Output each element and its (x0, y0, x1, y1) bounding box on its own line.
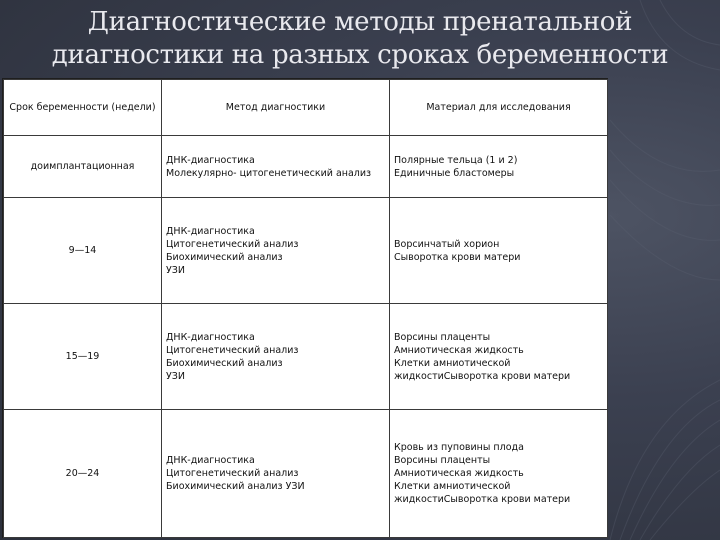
method-item: ДНК-диагностика (166, 225, 255, 237)
material-item: Ворсинчатый хорион (394, 238, 500, 250)
material-item: жидкостиСыворотка крови матери (394, 370, 571, 382)
material-item: Амниотическая жидкость (394, 344, 524, 356)
material-item: Сыворотка крови матери (394, 251, 521, 263)
method-item: ДНК-диагностика (166, 455, 255, 466)
slide-title: Диагностические методы пренатальной диагностики на разных сроках беременности (51, 7, 669, 70)
method-item: ДНК-диагностика (166, 331, 255, 343)
method-item: Цитогенетический анализ (166, 238, 299, 250)
method-item: УЗИ (166, 264, 185, 276)
row-materials (390, 304, 608, 410)
row-methods (162, 304, 390, 410)
table-row (4, 198, 608, 304)
material-item: Ворсины плаценты (394, 455, 491, 466)
material-item: Амниотическая жидкость (394, 468, 524, 479)
table-row (4, 136, 608, 198)
method-item: Цитогенетический анализ (166, 344, 299, 356)
header-material: Материал для исследования (390, 80, 608, 136)
row-materials (390, 136, 608, 198)
row-term: 20—24 (4, 410, 162, 538)
table-row (4, 410, 608, 538)
method-item: ДНК-диагностика (166, 154, 255, 166)
method-item: Биохимический анализ (166, 357, 283, 369)
material-item: Клетки амниотической (394, 481, 511, 492)
material-item: Клетки амниотической (394, 357, 511, 369)
method-item: УЗИ (166, 370, 185, 382)
row-materials (390, 198, 608, 304)
material-item: Ворсины плаценты (394, 331, 491, 343)
material-item: Полярные тельца (1 и 2) (394, 154, 518, 166)
table-row (4, 304, 608, 410)
method-item: Цитогенетический анализ (166, 468, 299, 479)
table-header-row (4, 80, 608, 136)
method-item: Биохимический анализ (166, 251, 283, 263)
row-term: 9—14 (4, 198, 162, 304)
row-term: 15—19 (4, 304, 162, 410)
row-methods (162, 410, 390, 538)
diagnostics-table (3, 79, 608, 538)
method-item: Молекулярно- цитогенетический анализ (166, 167, 372, 179)
header-term: Срок беременности (недели) (4, 80, 162, 136)
header-method: Метод диагностики (162, 80, 390, 136)
row-methods (162, 136, 390, 198)
row-methods (162, 198, 390, 304)
row-materials (390, 410, 608, 538)
material-item: Кровь из пуповины плода (394, 442, 524, 453)
material-item: жидкостиСыворотка крови матери (394, 494, 571, 505)
diagnostics-table-container (2, 78, 608, 538)
material-item: Единичные бластомеры (394, 167, 515, 179)
row-term: доимплантационная (4, 136, 162, 198)
method-item: Биохимический анализ УЗИ (166, 481, 305, 492)
